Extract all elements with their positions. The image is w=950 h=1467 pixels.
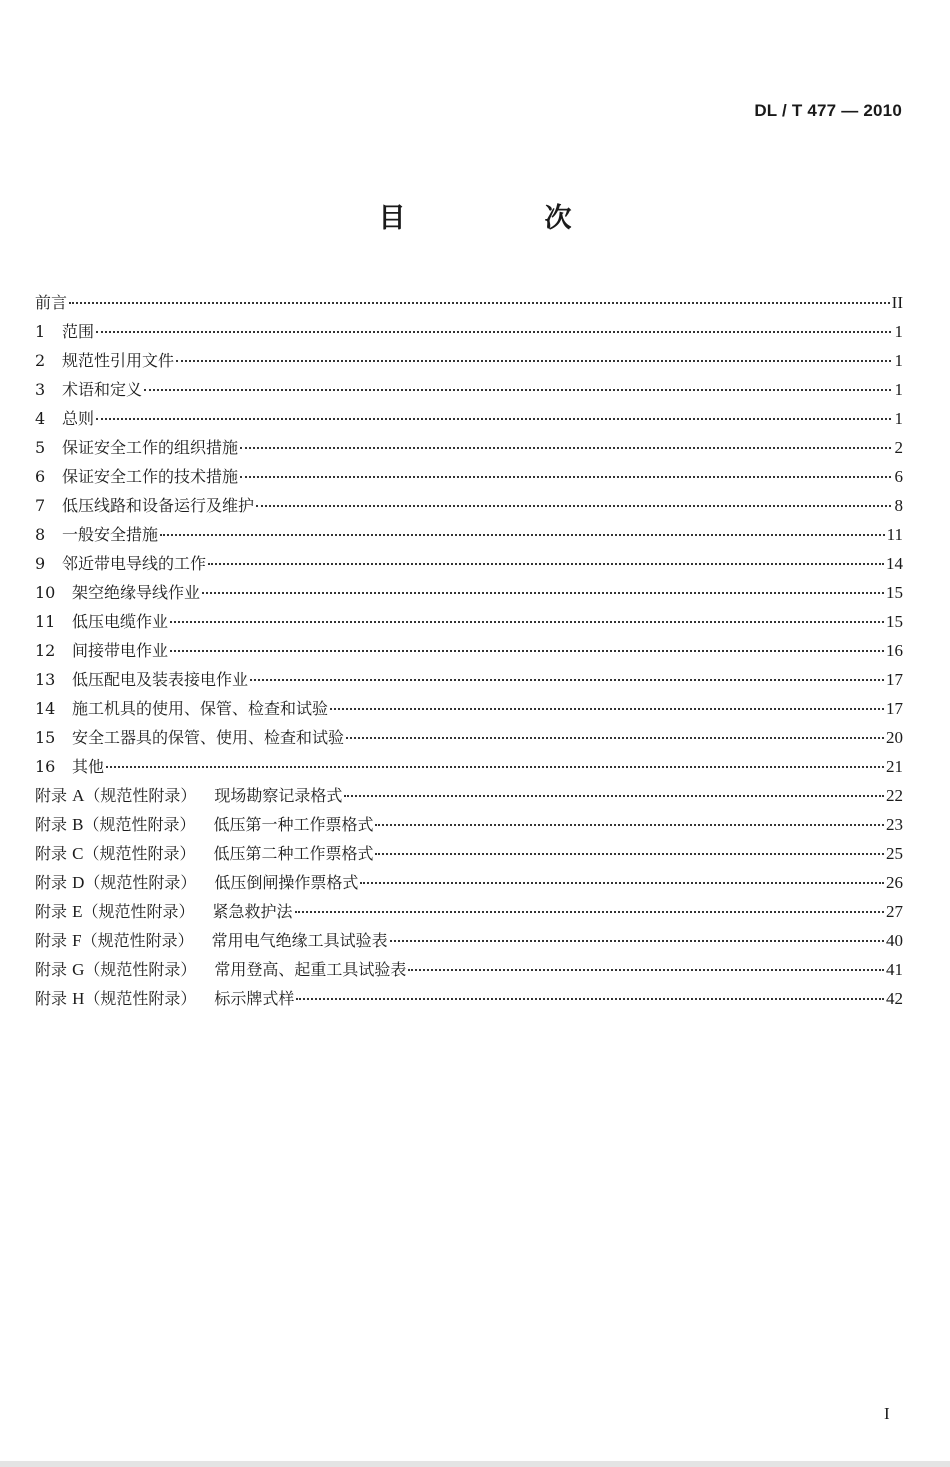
- toc-entry-number: 13: [35, 670, 56, 689]
- toc-appendix-entry[interactable]: [35, 839, 903, 868]
- toc-entry-label: 架空绝缘导线作业: [72, 583, 201, 602]
- toc-appendix-entry[interactable]: [35, 868, 903, 897]
- toc-entry-label: 低压电缆作业: [72, 612, 169, 631]
- leader-dots: [296, 997, 884, 1000]
- leader-dots: [69, 301, 890, 304]
- toc-appendix-entry[interactable]: [35, 897, 903, 926]
- toc-entry-label: 低压第一种工作票格式: [213, 815, 374, 834]
- toc-entry-number: 14: [35, 699, 56, 718]
- toc-entry-page: 8: [894, 496, 903, 515]
- toc-entry-label: 紧急救护法: [212, 902, 293, 921]
- toc-entry[interactable]: [35, 346, 903, 375]
- toc-entry-page: 11: [886, 525, 903, 544]
- leader-dots: [202, 591, 884, 594]
- toc-entry[interactable]: [35, 578, 903, 607]
- appendix-type: （规范性附录）: [84, 989, 197, 1008]
- appendix-prefix: [35, 781, 196, 810]
- leader-dots: [144, 388, 891, 391]
- toc-entry[interactable]: [35, 433, 903, 462]
- toc-entry-page: 1: [894, 322, 903, 341]
- appendix-word: 附录: [35, 989, 68, 1008]
- toc-entry[interactable]: [35, 462, 903, 491]
- leader-dots: [170, 620, 884, 623]
- appendix-word: 附录: [35, 786, 68, 805]
- appendix-word: 附录: [35, 815, 68, 834]
- toc-entry-label: 总则: [62, 409, 95, 428]
- toc-entry-label: 前言: [35, 293, 68, 312]
- appendix-word: 附录: [35, 960, 68, 979]
- toc-entry-page: 21: [886, 757, 903, 776]
- toc-entry-page: 17: [886, 699, 903, 718]
- toc-entry-page: 17: [886, 670, 903, 689]
- toc-entry-page: 22: [886, 786, 903, 805]
- toc-entry-page: 1: [894, 409, 903, 428]
- appendix-letter: F: [72, 931, 82, 950]
- page-title: 目 次: [378, 203, 628, 234]
- toc-entry[interactable]: [35, 549, 903, 578]
- toc-entry-label: 常用登高、起重工具试验表: [214, 960, 407, 979]
- toc-entry-number: 1: [35, 322, 46, 341]
- leader-dots: [295, 910, 884, 913]
- leader-dots: [160, 533, 885, 536]
- appendix-letter: G: [72, 960, 85, 979]
- appendix-letter: B: [72, 815, 84, 834]
- toc-entry-page: 41: [886, 960, 903, 979]
- toc-entry[interactable]: [35, 491, 903, 520]
- toc-appendix-entry[interactable]: [35, 781, 903, 810]
- toc-entry-label: 低压倒闸操作票格式: [214, 873, 359, 892]
- toc-entry-number: 8: [35, 525, 46, 544]
- toc-entry-label: 安全工器具的保管、使用、检查和试验: [72, 728, 345, 747]
- appendix-letter: A: [72, 786, 85, 805]
- appendix-prefix: [35, 926, 194, 955]
- toc-entry-number: 3: [35, 380, 46, 399]
- toc-entry-label: 低压线路和设备运行及维护: [62, 496, 255, 515]
- leader-dots: [208, 562, 884, 565]
- toc-entry-label: 其他: [72, 757, 105, 776]
- leader-dots: [240, 475, 891, 478]
- toc-entry-label: 低压第二种工作票格式: [213, 844, 374, 863]
- appendix-type: （规范性附录）: [84, 960, 197, 979]
- toc-entry-number: 7: [35, 496, 46, 515]
- toc-entry-label: 低压配电及装表接电作业: [72, 670, 249, 689]
- leader-dots: [256, 504, 891, 507]
- appendix-type: （规范性附录）: [81, 931, 194, 950]
- toc-entry-number: 4: [35, 409, 46, 428]
- toc-entry-label: 现场勘察记录格式: [214, 786, 343, 805]
- appendix-prefix: [35, 955, 196, 984]
- toc-entry-label: 规范性引用文件: [62, 351, 175, 370]
- leader-dots: [176, 359, 891, 362]
- toc-entry-number: 12: [35, 641, 56, 660]
- toc-entry-label: 保证安全工作的技术措施: [62, 467, 239, 486]
- standard-code: DL / T 477 — 2010: [754, 101, 902, 120]
- leader-dots: [344, 794, 884, 797]
- appendix-letter: C: [72, 844, 84, 863]
- appendix-type: （规范性附录）: [82, 902, 195, 921]
- toc-appendix-entry[interactable]: [35, 955, 903, 984]
- leader-dots: [375, 852, 884, 855]
- toc-appendix-entry[interactable]: [35, 984, 903, 1013]
- toc-entry-label: 施工机具的使用、保管、检查和试验: [72, 699, 329, 718]
- appendix-prefix: [35, 897, 195, 926]
- toc-entry-number: 9: [35, 554, 46, 573]
- toc-entry-number: 5: [35, 438, 46, 457]
- toc-entry-label: 标示牌式样: [214, 989, 295, 1008]
- toc-entry[interactable]: [35, 404, 903, 433]
- toc-entry-number: 16: [35, 757, 56, 776]
- appendix-word: 附录: [35, 931, 68, 950]
- toc-entry-page: 27: [886, 902, 903, 921]
- toc-entry-page: 15: [886, 583, 903, 602]
- toc-entry-page: 25: [886, 844, 903, 863]
- toc-entry-label: 邻近带电导线的工作: [62, 554, 207, 573]
- toc-entry-number: 11: [35, 612, 56, 631]
- toc-entry-label: 间接带电作业: [72, 641, 169, 660]
- leader-dots: [250, 678, 884, 681]
- table-of-contents: [35, 288, 903, 1013]
- appendix-prefix: [35, 839, 195, 868]
- toc-entry[interactable]: [35, 665, 903, 694]
- toc-entry-label: 术语和定义: [62, 380, 143, 399]
- toc-entry-page: 42: [886, 989, 903, 1008]
- toc-entry-page: 26: [886, 873, 903, 892]
- toc-entry-number: 10: [35, 583, 56, 602]
- leader-dots: [170, 649, 884, 652]
- appendix-letter: H: [72, 989, 85, 1008]
- toc-entry[interactable]: [35, 317, 903, 346]
- page-number: I: [884, 1404, 890, 1423]
- toc-entry-number: 2: [35, 351, 46, 370]
- toc-entry-page: 2: [894, 438, 903, 457]
- appendix-prefix: [35, 984, 196, 1013]
- appendix-letter: D: [72, 873, 85, 892]
- leader-dots: [106, 765, 884, 768]
- leader-dots: [360, 881, 884, 884]
- leader-dots: [375, 823, 884, 826]
- toc-entry-number: 15: [35, 728, 56, 747]
- toc-entry-number: 6: [35, 467, 46, 486]
- leader-dots: [330, 707, 884, 710]
- appendix-type: （规范性附录）: [84, 873, 197, 892]
- appendix-word: 附录: [35, 844, 68, 863]
- leader-dots: [96, 330, 891, 333]
- leader-dots: [408, 968, 884, 971]
- toc-entry-page: 14: [886, 554, 903, 573]
- appendix-word: 附录: [35, 873, 68, 892]
- toc-entry[interactable]: [35, 694, 903, 723]
- appendix-word: 附录: [35, 902, 68, 921]
- toc-entry-label: 一般安全措施: [62, 525, 159, 544]
- toc-entry-label: 常用电气绝缘工具试验表: [211, 931, 388, 950]
- toc-entry-preface[interactable]: [35, 288, 903, 317]
- viewer-bottom-edge: [0, 1461, 950, 1467]
- toc-appendix-entry[interactable]: [35, 810, 903, 839]
- appendix-prefix: [35, 810, 195, 839]
- toc-entry-page: 23: [886, 815, 903, 834]
- toc-entry-page: 16: [886, 641, 903, 660]
- appendix-prefix: [35, 868, 196, 897]
- leader-dots: [240, 446, 891, 449]
- toc-entry-page: 15: [886, 612, 903, 631]
- toc-entry[interactable]: [35, 375, 903, 404]
- toc-entry-page: 6: [894, 467, 903, 486]
- leader-dots: [96, 417, 891, 420]
- toc-entry[interactable]: [35, 607, 903, 636]
- appendix-type: （规范性附录）: [83, 844, 196, 863]
- toc-entry-page: 20: [886, 728, 903, 747]
- toc-entry-page: 1: [894, 351, 903, 370]
- toc-entry[interactable]: [35, 520, 903, 549]
- toc-entry-page: II: [891, 293, 903, 312]
- leader-dots: [390, 939, 884, 942]
- toc-entry-label: 范围: [62, 322, 95, 341]
- toc-entry[interactable]: [35, 636, 903, 665]
- toc-entry-page: 1: [894, 380, 903, 399]
- appendix-type: （规范性附录）: [84, 786, 197, 805]
- toc-appendix-entry[interactable]: [35, 926, 903, 955]
- toc-entry-label: 保证安全工作的组织措施: [62, 438, 239, 457]
- toc-entry[interactable]: [35, 752, 903, 781]
- appendix-letter: E: [72, 902, 83, 921]
- appendix-type: （规范性附录）: [83, 815, 196, 834]
- toc-entry[interactable]: [35, 723, 903, 752]
- toc-entry-page: 40: [886, 931, 903, 950]
- leader-dots: [346, 736, 884, 739]
